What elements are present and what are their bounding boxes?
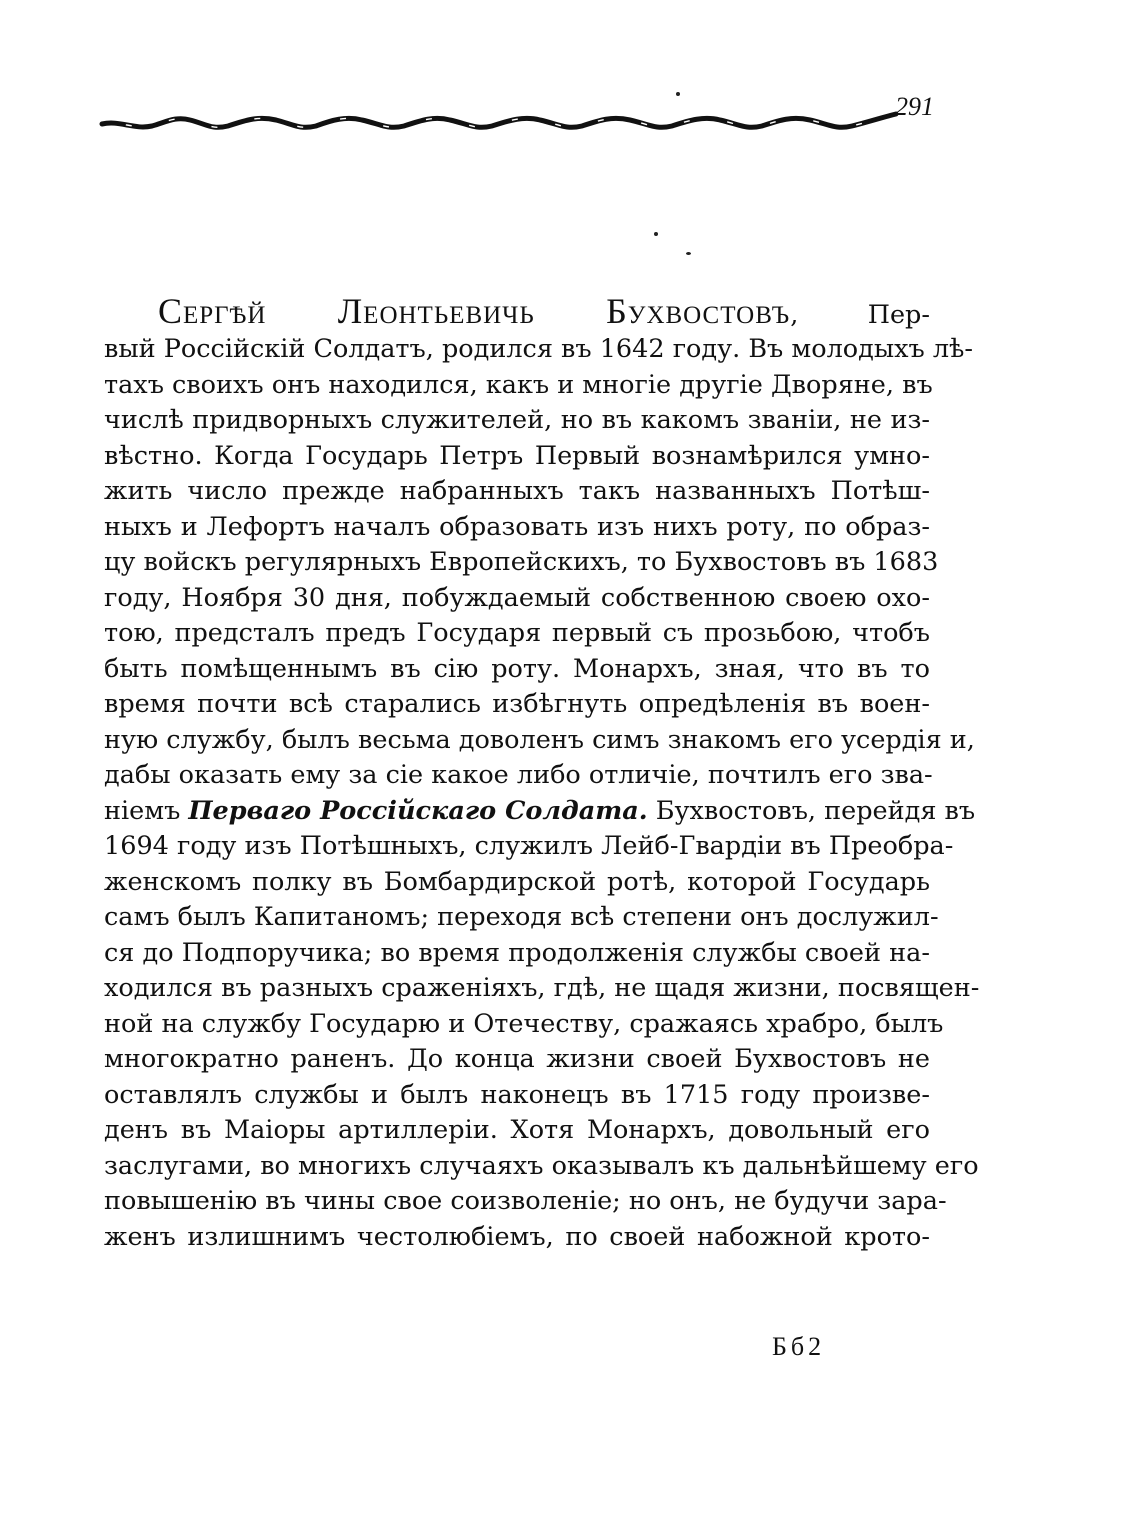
text-line: 1694 году изъ Потѣшныхъ, служилъ Лейб-Гвардіи въ Преобра-: [104, 831, 954, 861]
print-speck: [686, 252, 691, 255]
emphasis-lead: ніемъ: [104, 795, 181, 826]
print-speck: [654, 232, 658, 236]
emphasized-title: Перваго Россійскаго Солдата.: [188, 795, 648, 826]
text-line: вѣстно. Когда Государь Петръ Первый вознамѣрился умно-: [104, 440, 930, 471]
text-line: ную службу, былъ весьма доволенъ симъ знакомъ его усердія и,: [104, 724, 975, 755]
text-line: ной на службу Государю и Отечеству, сражаясь храбро, былъ: [104, 1008, 944, 1039]
text-line: женскомъ полку въ Бомбардирской ротѣ, которой Государь: [104, 866, 930, 897]
article-opening-line: [104, 282, 930, 332]
emphasis-tail: Бухвостовъ, перейдя въ: [655, 795, 976, 826]
page-number: 291: [895, 92, 934, 121]
text-line-with-emphasis: [104, 794, 976, 830]
text-line: многократно раненъ. До конца жизни своей Бухвостовъ не: [104, 1044, 930, 1074]
text-line: тахъ своихъ онъ находился, какъ и многіе другіе Дворяне, въ: [104, 369, 933, 400]
text-line: заслугами, во многихъ случаяхъ оказывалъ къ дальнѣйшему его: [104, 1150, 979, 1181]
text-line: ныхъ и Лефортъ началъ образовать изъ нихъ роту, по образ-: [104, 511, 930, 542]
signature-mark: Бб2: [772, 1332, 826, 1361]
text-line: ходился въ разныхъ сраженіяхъ, гдѣ, не щадя жизни, посвящен-: [104, 973, 980, 1003]
article-body: [104, 282, 980, 1255]
opening-line-rest: , Пер-: [790, 300, 930, 330]
text-line: женъ излишнимъ честолюбіемъ, по своей набожной крото-: [104, 1221, 930, 1252]
text-line: жить число прежде набранныхъ такъ названныхъ Потѣш-: [104, 476, 930, 506]
text-line: денъ въ Маіоры артиллеріи. Хотя Монархъ, довольный его: [104, 1115, 930, 1145]
text-line: время почти всѣ старались избѣгнуть опредѣленія въ воен-: [104, 689, 930, 719]
text-line: дабы оказать ему за сіе какое либо отличіе, почтилъ его зва-: [104, 760, 933, 790]
wave-ornament-rule: [100, 100, 900, 140]
print-speck: [676, 92, 680, 96]
text-line: ся до Подпоручика; во время продолженія службы своей на-: [104, 937, 930, 968]
article-title-name: Сергѣй Леонтьевичь Бухвостовъ: [158, 291, 791, 331]
text-line: самъ былъ Капитаномъ; переходя всѣ степени онъ дослужил-: [104, 902, 939, 932]
text-line: оставлялъ службы и былъ наконецъ въ 1715 году произве-: [104, 1079, 930, 1110]
text-line: тою, предсталъ предъ Государя первый съ прозьбою, чтобъ: [104, 618, 930, 648]
text-line: цу войскъ регулярныхъ Европейскихъ, то Бухвостовъ въ 1683: [104, 547, 939, 577]
text-line: быть помѣщеннымъ въ сію роту. Монархъ, зная, что въ то: [104, 653, 930, 684]
text-line: числѣ придворныхъ служителей, но въ какомъ званіи, не из-: [104, 405, 930, 435]
text-line: повышенію въ чины свое соизволеніе; но онъ, не будучи зара-: [104, 1186, 947, 1216]
text-line: году, Ноября 30 дня, побуждаемый собственною своею охо-: [104, 582, 930, 613]
text-line: вый Россійскій Солдатъ, родился въ 1642 году. Въ молодыхъ лѣ-: [104, 334, 974, 364]
